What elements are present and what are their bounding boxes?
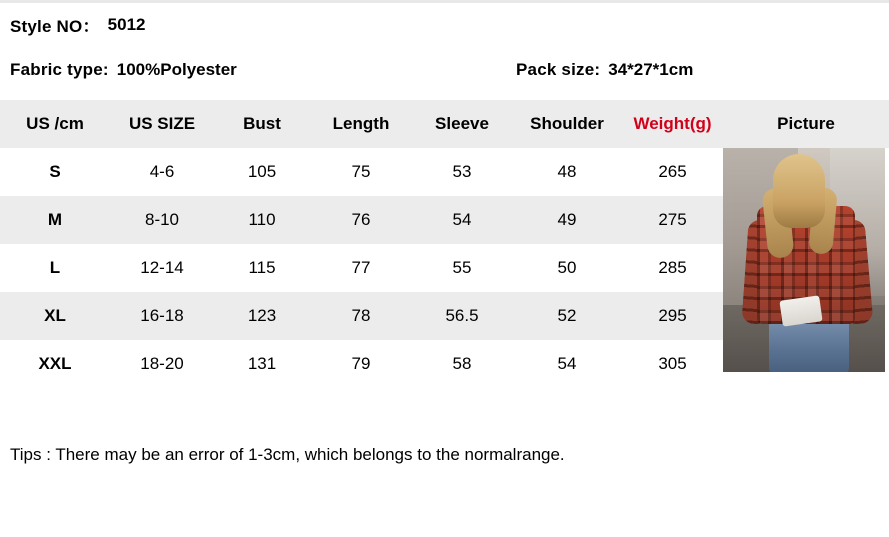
table-header: [0, 100, 889, 148]
cell-shoulder: 48: [557, 162, 577, 181]
cell-us-size: 18-20: [140, 354, 184, 373]
cell-bust: 105: [247, 162, 277, 181]
cell-us-size: 4-6: [149, 162, 175, 181]
footer-spacer: [0, 497, 889, 537]
top-divider: [0, 0, 889, 3]
style-number-row: [0, 12, 889, 37]
style-number-label: Style NO：: [10, 17, 100, 36]
cell-us-size: 16-18: [140, 306, 184, 325]
style-number-value: 5012: [107, 14, 146, 34]
cell-length: 76: [351, 210, 371, 229]
cell-weight: 265: [658, 162, 687, 181]
cell-bust: 131: [247, 354, 277, 373]
photo-handbag: [779, 295, 822, 326]
cell-length: 75: [351, 162, 371, 181]
col-header-bust: Bust: [243, 114, 281, 133]
col-header-us-size: US SIZE: [128, 114, 196, 133]
cell-size: S: [49, 162, 61, 181]
cell-length: 78: [351, 306, 371, 325]
cell-shoulder: 50: [557, 258, 577, 277]
photo-head: [773, 154, 825, 228]
cell-bust: 123: [247, 306, 277, 325]
cell-size: L: [49, 258, 61, 277]
cell-weight: 305: [658, 354, 687, 373]
cell-size: XXL: [38, 354, 72, 373]
cell-weight: 295: [658, 306, 687, 325]
cell-shoulder: 49: [557, 210, 577, 229]
cell-sleeve: 54: [452, 210, 472, 229]
col-header-picture: Picture: [777, 114, 835, 133]
col-header-sleeve: Sleeve: [435, 114, 489, 133]
cell-size: XL: [44, 306, 66, 325]
col-header-us-cm: US /cm: [26, 114, 84, 133]
photo-jeans: [769, 316, 849, 372]
cell-sleeve: 56.5: [445, 306, 479, 325]
tips-text: Tips : There may be an error of 1-3cm, which belongs to the normalrange.: [10, 445, 565, 464]
cell-sleeve: 53: [452, 162, 472, 181]
cell-us-size: 12-14: [140, 258, 184, 277]
cell-sleeve: 58: [452, 354, 472, 373]
cell-bust: 110: [248, 210, 276, 229]
cell-size: M: [47, 210, 63, 229]
cell-bust: 115: [248, 258, 276, 277]
product-photo: [723, 148, 885, 372]
col-header-weight: Weight(g): [633, 114, 712, 133]
col-header-shoulder: Shoulder: [530, 114, 604, 133]
cell-weight: 285: [658, 258, 687, 277]
cell-length: 77: [351, 258, 371, 277]
pack-size-label: Pack size:: [516, 60, 601, 79]
cell-shoulder: 52: [557, 306, 577, 325]
cell-us-size: 8-10: [144, 210, 180, 229]
cell-sleeve: 55: [452, 258, 472, 277]
fabric-type-label: Fabric type:: [10, 60, 109, 79]
table-header-row: [0, 100, 889, 148]
col-header-length: Length: [332, 114, 390, 133]
pack-size-value: 34*27*1cm: [608, 60, 694, 79]
fabric-type-value: 100%Polyester: [116, 60, 237, 79]
cell-length: 79: [351, 354, 371, 373]
pack-size-row: [516, 60, 693, 80]
cell-shoulder: 54: [557, 354, 577, 373]
fabric-type-row: [0, 60, 889, 80]
cell-weight: 275: [658, 210, 687, 229]
